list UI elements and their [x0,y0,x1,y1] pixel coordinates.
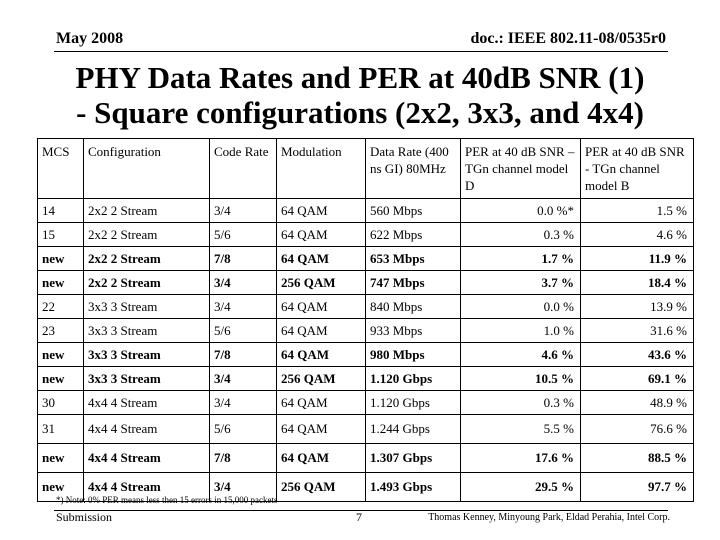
cell-modulation: 64 QAM [277,223,366,247]
cell-mcs: 30 [38,391,84,415]
cell-code-rate: 5/6 [210,415,277,444]
page-number: 7 [356,510,362,524]
cell-per-model-b: 11.9 % [581,247,694,271]
cell-mcs: 15 [38,223,84,247]
cell-configuration: 2x2 2 Stream [84,223,210,247]
cell-code-rate: 5/6 [210,319,277,343]
cell-configuration: 3x3 3 Stream [84,343,210,367]
cell-modulation: 64 QAM [277,247,366,271]
cell-mcs: new [38,444,84,473]
cell-per-model-d: 1.0 % [461,319,581,343]
cell-per-model-d: 0.3 % [461,391,581,415]
cell-configuration: 3x3 3 Stream [84,319,210,343]
cell-configuration: 4x4 4 Stream [84,415,210,444]
table-row [38,247,694,271]
phy-rates-table [37,138,694,502]
cell-per-model-d: 10.5 % [461,367,581,391]
cell-modulation: 64 QAM [277,199,366,223]
cell-per-model-b: 31.6 % [581,319,694,343]
cell-code-rate: 3/4 [210,295,277,319]
cell-code-rate: 3/4 [210,199,277,223]
cell-configuration: 4x4 4 Stream [84,391,210,415]
cell-modulation: 64 QAM [277,295,366,319]
cell-code-rate: 3/4 [210,391,277,415]
table-row [38,199,694,223]
table-row [38,415,694,444]
cell-code-rate: 7/8 [210,444,277,473]
cell-mcs: new [38,343,84,367]
table-row [38,343,694,367]
col-header-code-rate: Code Rate [210,139,277,199]
cell-modulation: 256 QAM [277,367,366,391]
cell-data-rate: 560 Mbps [366,199,461,223]
cell-code-rate: 7/8 [210,343,277,367]
cell-data-rate: 1.120 Gbps [366,391,461,415]
table-row [38,295,694,319]
cell-modulation: 256 QAM [277,473,366,502]
cell-modulation: 64 QAM [277,343,366,367]
cell-modulation: 64 QAM [277,391,366,415]
cell-code-rate: 3/4 [210,367,277,391]
cell-mcs: 31 [38,415,84,444]
col-header-configuration: Configuration [84,139,210,199]
cell-per-model-d: 4.6 % [461,343,581,367]
cell-per-model-b: 13.9 % [581,295,694,319]
cell-data-rate: 653 Mbps [366,247,461,271]
slide-title [0,60,720,130]
cell-configuration: 2x2 2 Stream [84,199,210,223]
cell-configuration: 3x3 3 Stream [84,367,210,391]
cell-per-model-d: 0.0 %* [461,199,581,223]
cell-code-rate: 5/6 [210,223,277,247]
cell-data-rate: 1.244 Gbps [366,415,461,444]
title-line-1: PHY Data Rates and PER at 40dB SNR (1) [75,60,645,95]
table-row [38,319,694,343]
cell-per-model-b: 48.9 % [581,391,694,415]
header-doc-id: doc.: IEEE 802.11-08/0535r0 [470,30,666,47]
cell-per-model-d: 29.5 % [461,473,581,502]
header-divider [54,51,668,52]
col-header-per-model-d: PER at 40 dB SNR – TGn channel model D [461,139,581,199]
cell-configuration: 4x4 4 Stream [84,444,210,473]
cell-modulation: 64 QAM [277,415,366,444]
cell-per-model-b: 76.6 % [581,415,694,444]
footer-authors: Thomas Kenney, Minyoung Park, Eldad Perahia, Intel Corp. [428,512,670,523]
cell-modulation: 64 QAM [277,444,366,473]
cell-per-model-b: 43.6 % [581,343,694,367]
cell-data-rate: 840 Mbps [366,295,461,319]
cell-per-model-d: 1.7 % [461,247,581,271]
cell-per-model-b: 88.5 % [581,444,694,473]
cell-mcs: new [38,473,84,502]
cell-per-model-d: 5.5 % [461,415,581,444]
cell-per-model-d: 3.7 % [461,271,581,295]
table-row [38,444,694,473]
cell-code-rate: 3/4 [210,473,277,502]
cell-per-model-b: 1.5 % [581,199,694,223]
table-row [38,367,694,391]
table-header-row [38,139,694,199]
cell-data-rate: 622 Mbps [366,223,461,247]
header-date: May 2008 [56,30,124,47]
cell-data-rate: 1.307 Gbps [366,444,461,473]
table-row [38,271,694,295]
cell-code-rate: 3/4 [210,271,277,295]
cell-per-model-b: 97.7 % [581,473,694,502]
col-header-mcs: MCS [38,139,84,199]
cell-configuration: 3x3 3 Stream [84,295,210,319]
cell-data-rate: 933 Mbps [366,319,461,343]
cell-mcs: 14 [38,199,84,223]
cell-mcs: 23 [38,319,84,343]
cell-data-rate: 980 Mbps [366,343,461,367]
cell-data-rate: 747 Mbps [366,271,461,295]
cell-mcs: new [38,271,84,295]
cell-per-model-b: 18.4 % [581,271,694,295]
cell-configuration: 2x2 2 Stream [84,271,210,295]
col-header-modulation: Modulation [277,139,366,199]
cell-per-model-b: 4.6 % [581,223,694,247]
cell-mcs: new [38,367,84,391]
cell-per-model-b: 69.1 % [581,367,694,391]
cell-mcs: 22 [38,295,84,319]
table-row [38,391,694,415]
cell-data-rate: 1.120 Gbps [366,367,461,391]
cell-mcs: new [38,247,84,271]
cell-data-rate: 1.493 Gbps [366,473,461,502]
title-line-2: - Square configurations (2x2, 3x3, and 4x4) [76,95,644,130]
cell-per-model-d: 0.3 % [461,223,581,247]
footer-submission: Submission [56,510,113,524]
footnote: *) Note: 0% PER means less then 15 errors in 15,000 packets [56,495,278,505]
cell-configuration: 2x2 2 Stream [84,247,210,271]
col-header-per-model-b: PER at 40 dB SNR - TGn channel model B [581,139,694,199]
col-header-data-rate: Data Rate (400 ns GI) 80MHz [366,139,461,199]
cell-code-rate: 7/8 [210,247,277,271]
cell-per-model-d: 0.0 % [461,295,581,319]
cell-modulation: 256 QAM [277,271,366,295]
table-row [38,223,694,247]
cell-configuration: 4x4 4 Stream [84,473,210,502]
cell-per-model-d: 17.6 % [461,444,581,473]
cell-modulation: 64 QAM [277,319,366,343]
